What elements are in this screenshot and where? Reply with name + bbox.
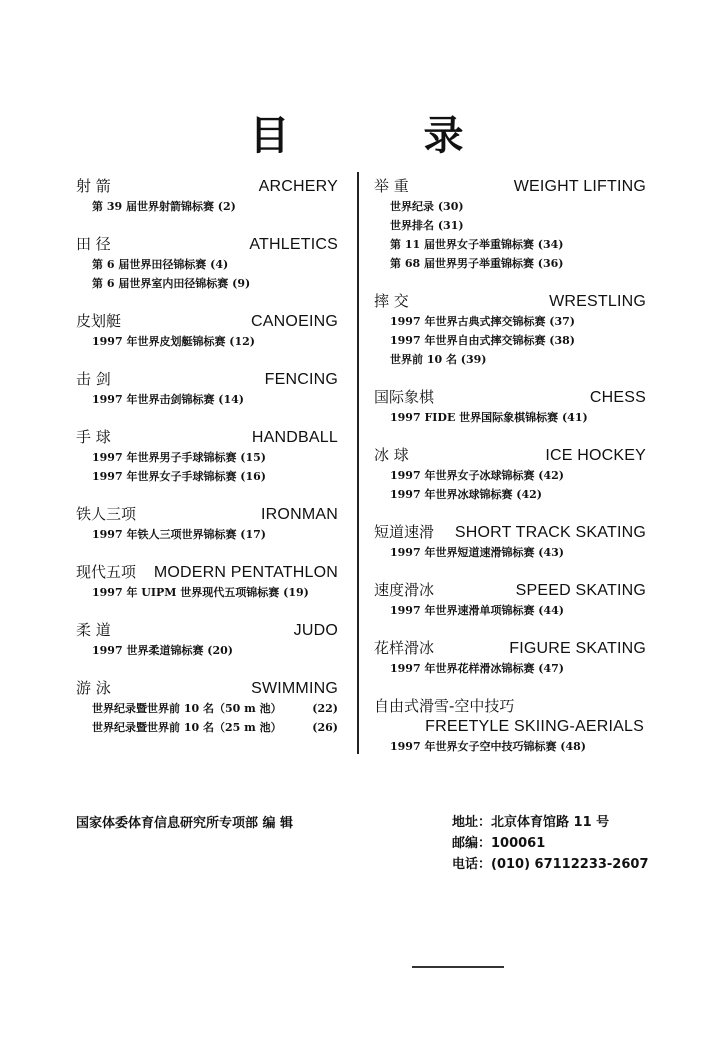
section-title-zh: 柔 道 xyxy=(76,621,111,639)
section-title-en: ICE HOCKEY xyxy=(545,447,646,464)
toc-section xyxy=(76,369,338,409)
section-heading xyxy=(76,678,338,699)
section-heading xyxy=(374,580,646,601)
section-title-zh: 击 剑 xyxy=(76,370,111,388)
section-title-en: IRONMAN xyxy=(261,506,338,523)
section-heading xyxy=(374,291,646,312)
toc-entry[interactable]: 第 11 届世界女子举重锦标赛 (34) xyxy=(390,238,564,251)
toc-entry[interactable]: 第 6 届世界田径锦标赛 (4) xyxy=(92,258,229,271)
section-heading xyxy=(76,427,338,448)
section-title-zh: 手 球 xyxy=(76,428,111,446)
section-heading xyxy=(374,445,646,466)
section-heading xyxy=(374,696,646,737)
toc-section xyxy=(76,234,338,293)
toc-entry[interactable]: 1997 年世界女子冰球锦标赛 (42) xyxy=(390,469,564,482)
toc-entry[interactable]: 1997 年世界古典式摔交锦标赛 (37) xyxy=(390,315,575,328)
contact-info xyxy=(452,812,649,875)
section-title-zh: 游 泳 xyxy=(76,679,111,697)
section-title-zh: 国际象棋 xyxy=(374,388,435,406)
section-title-zh: 速度滑冰 xyxy=(374,581,435,599)
section-heading xyxy=(76,234,338,255)
postcode-line: 邮编：100061 xyxy=(452,836,546,851)
section-title-en: FENCING xyxy=(264,371,338,388)
section-heading xyxy=(374,522,646,543)
section-heading xyxy=(76,620,338,641)
toc-entry[interactable]: 1997 年世界短道速滑锦标赛 (43) xyxy=(390,546,564,559)
toc-entry[interactable]: 第 39 届世界射箭锦标赛 (2) xyxy=(92,200,236,213)
toc-entry[interactable]: 1997 年世界花样滑冰锦标赛 (47) xyxy=(390,662,564,675)
section-title-zh: 举 重 xyxy=(374,177,409,195)
section-title-zh: 自由式滑雪-空中技巧 xyxy=(374,697,515,715)
toc-entry[interactable]: 1997 世界柔道锦标赛 (20) xyxy=(92,644,233,657)
toc-right-column xyxy=(374,176,646,774)
toc-entry[interactable] xyxy=(76,718,338,737)
toc-entry[interactable]: 世界前 10 名 (39) xyxy=(390,353,487,366)
section-title-zh: 皮划艇 xyxy=(76,312,122,330)
toc-entry[interactable]: 1997 年世界速滑单项锦标赛 (44) xyxy=(390,604,564,617)
section-heading xyxy=(76,311,338,332)
toc-section xyxy=(374,522,646,562)
section-title-en: SHORT TRACK SKATING xyxy=(454,524,646,541)
toc-section xyxy=(374,696,646,756)
section-heading xyxy=(374,638,646,659)
section-title-zh: 摔 交 xyxy=(374,292,409,310)
entry-title: 世界纪录暨世界前 10 名（50 m 池） xyxy=(92,702,282,715)
toc-section xyxy=(76,427,338,486)
section-title-en: CANOEING xyxy=(251,313,338,330)
section-heading xyxy=(76,562,338,583)
section-title-zh: 花样滑冰 xyxy=(374,639,435,657)
section-title-en: ATHLETICS xyxy=(249,236,338,253)
entry-page: (26) xyxy=(312,721,338,734)
section-heading xyxy=(76,176,338,197)
toc-section xyxy=(374,176,646,273)
toc-section xyxy=(374,291,646,369)
section-heading xyxy=(76,369,338,390)
entry-page: (22) xyxy=(312,702,338,715)
page-title: 目 录 xyxy=(249,113,524,159)
section-title-en: CHESS xyxy=(589,389,646,406)
section-title-en: HANDBALL xyxy=(251,429,338,446)
toc-entry[interactable]: 1997 年 UIPM 世界现代五项锦标赛 (19) xyxy=(92,586,309,599)
column-divider xyxy=(357,172,359,754)
toc-section xyxy=(76,678,338,737)
section-title-en: ARCHERY xyxy=(258,178,338,195)
editor-credit: 国家体委体育信息研究所专项部 编 辑 xyxy=(76,816,294,831)
toc-section xyxy=(374,638,646,678)
section-heading xyxy=(76,504,338,525)
section-heading xyxy=(374,176,646,197)
section-title-en: WEIGHT LIFTING xyxy=(513,178,646,195)
toc-entry[interactable]: 1997 FIDE 世界国际象棋锦标赛 (41) xyxy=(390,411,588,424)
section-title-en: WRESTLING xyxy=(549,293,646,310)
toc-entry[interactable]: 1997 年世界女子空中技巧锦标赛 (48) xyxy=(390,740,586,753)
section-title-zh: 射 箭 xyxy=(76,177,111,195)
toc-entry[interactable]: 1997 年世界击剑锦标赛 (14) xyxy=(92,393,244,406)
section-title-en: MODERN PENTATHLON xyxy=(153,564,338,581)
toc-entry[interactable]: 1997 年世界男子手球锦标赛 (15) xyxy=(92,451,266,464)
section-title-en: FREETYLE SKIING-AERIALS xyxy=(425,718,644,735)
section-heading xyxy=(374,387,646,408)
address-line: 地址：北京体育馆路 11 号 xyxy=(452,815,610,830)
toc-left-column xyxy=(76,176,338,755)
bottom-rule xyxy=(412,966,504,968)
section-title-en: SWIMMING xyxy=(251,680,338,697)
toc-entry[interactable]: 第 6 届世界室内田径锦标赛 (9) xyxy=(92,277,251,290)
entry-title: 世界纪录暨世界前 10 名（25 m 池） xyxy=(92,721,282,734)
section-title-zh: 铁人三项 xyxy=(76,505,137,523)
toc-section xyxy=(76,504,338,544)
toc-entry[interactable]: 第 68 届世界男子举重锦标赛 (36) xyxy=(390,257,564,270)
toc-entry[interactable]: 1997 年世界皮划艇锦标赛 (12) xyxy=(92,335,255,348)
toc-entry[interactable]: 1997 年世界自由式摔交锦标赛 (38) xyxy=(390,334,575,347)
section-title-zh: 现代五项 xyxy=(76,563,137,581)
toc-entry[interactable]: 世界排名 (31) xyxy=(390,219,464,232)
toc-entry[interactable]: 1997 年世界女子手球锦标赛 (16) xyxy=(92,470,266,483)
section-title-zh: 冰 球 xyxy=(374,446,409,464)
section-title-en: FIGURE SKATING xyxy=(509,640,646,657)
toc-section xyxy=(374,387,646,427)
toc-section xyxy=(76,176,338,216)
phone-line: 电话：(010) 67112233-2607 xyxy=(452,857,649,872)
section-title-en: JUDO xyxy=(293,622,338,639)
section-title-zh: 田 径 xyxy=(76,235,111,253)
toc-section xyxy=(76,311,338,351)
toc-section xyxy=(374,445,646,504)
toc-entry[interactable]: 世界纪录 (30) xyxy=(390,200,464,213)
section-title-en: SPEED SKATING xyxy=(515,582,646,599)
toc-entry[interactable]: 1997 年世界冰球锦标赛 (42) xyxy=(390,488,542,501)
toc-section xyxy=(76,562,338,602)
toc-entry[interactable] xyxy=(76,699,338,718)
toc-entry[interactable]: 1997 年铁人三项世界锦标赛 (17) xyxy=(92,528,266,541)
toc-section xyxy=(76,620,338,660)
section-title-zh: 短道速滑 xyxy=(374,523,435,541)
toc-section xyxy=(374,580,646,620)
